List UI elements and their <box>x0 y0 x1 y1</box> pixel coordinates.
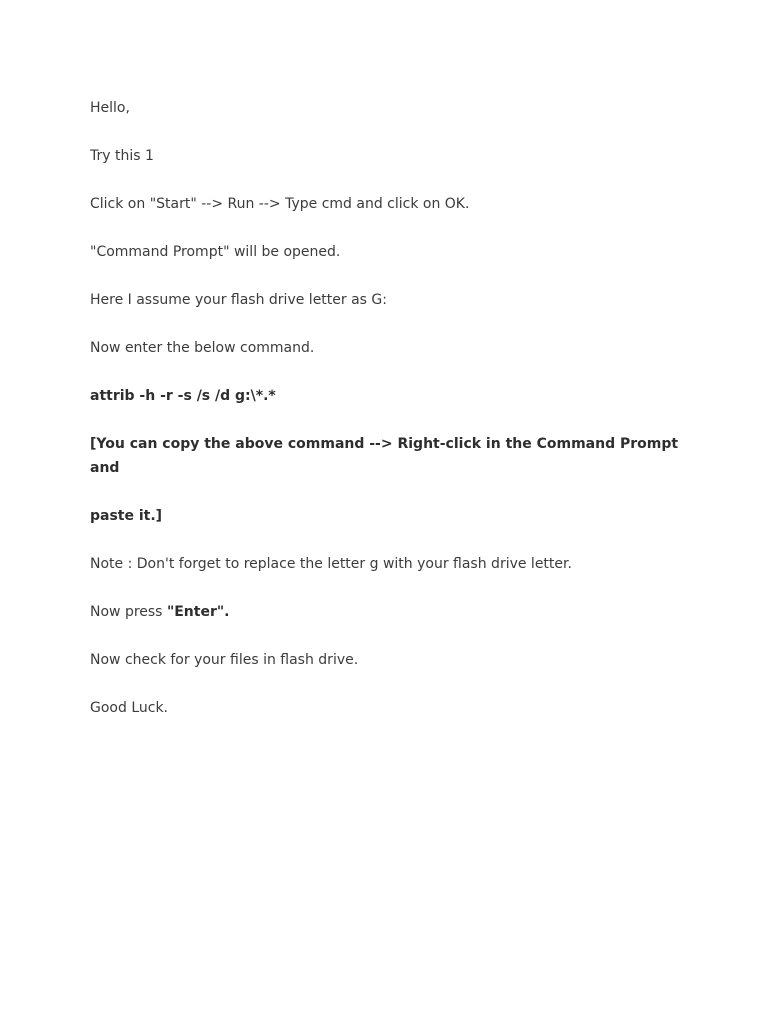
intro-text: Try this 1 <box>90 148 154 164</box>
check-files-text: Now check for your files in flash drive. <box>90 652 359 668</box>
closing-text: Good Luck. <box>90 700 168 716</box>
replace-note-text: Note : Don't forget to replace the letter g with your flash drive letter. <box>90 556 572 572</box>
command-prompt-text: "Command Prompt" will be opened. <box>90 244 341 260</box>
assume-drive-text: Here I assume your flash drive letter as G: <box>90 292 387 308</box>
enter-key-label: "Enter". <box>166 604 230 620</box>
document-body <box>90 96 690 744</box>
press-enter-line <box>90 600 690 624</box>
copy-note-line2: paste it.] <box>90 508 163 524</box>
enter-command-text: Now enter the below command. <box>90 340 315 356</box>
press-prefix: Now press <box>90 604 167 620</box>
attrib-command: attrib -h -r -s /s /d g:\*.* <box>90 388 276 404</box>
greeting-text: Hello, <box>90 100 130 116</box>
run-step-text: Click on "Start" --> Run --> Type cmd and click on OK. <box>90 196 470 212</box>
copy-note-line1: [You can copy the above command --> Right-click in the Command Prompt and <box>90 436 679 476</box>
